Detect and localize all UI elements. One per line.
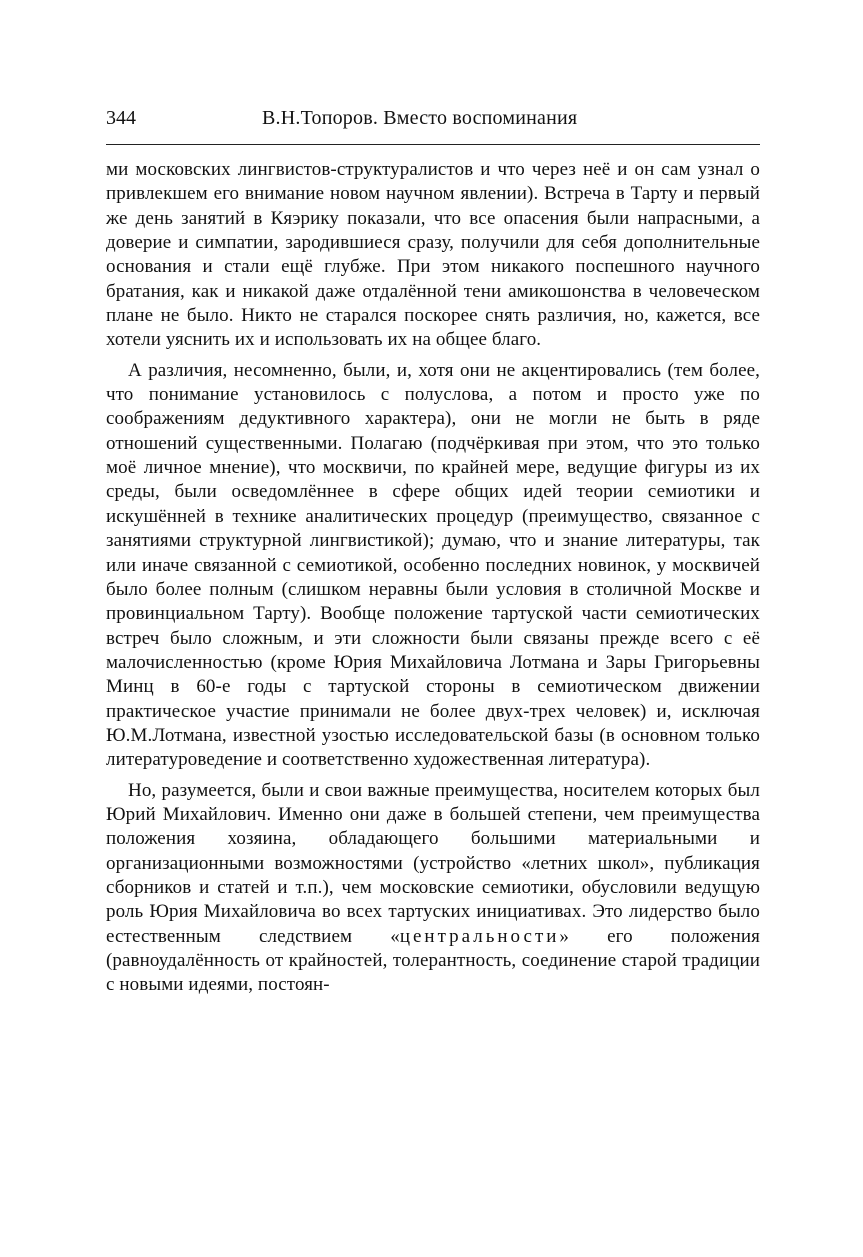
header-rule — [106, 144, 760, 145]
body-text — [106, 158, 760, 998]
document-page — [106, 100, 760, 996]
running-head — [106, 100, 760, 136]
paragraph-1: ми московских лингвистов-структуралистов и что через неё и он сам узнал о привлекшем его внимание новом научном явлении). Встреча в Тарту и первый же день занятий в Кяэрику показали, что все опасения были напрасными, а доверие и симпатии, зародившиеся сразу, получили для себя дополнительные основания и стали ещё глубже. При этом никакого поспешного научного братания, как и никакой даже отдалённой тени амикошонства в человеческом плане не было. Никто не старался поскорее снять различия, но, кажется, все хотели уяснить их и использовать их на общее благо. — [106, 159, 760, 351]
running-title: В.Н.Топоров. Вместо воспоминания — [262, 107, 578, 129]
paragraph-3 — [106, 779, 760, 998]
paragraph-3-text: Но, разумеется, были и свои важные преимущества, носителем которых был Юрий Михайлович. Именно они даже в большей степени, чем преимущества положения хозяина, обладающего большими материальными и организационными возможностями (устройство «летних школ», публикация сборников и статей и т.п.), чем московские семиотики, обусловили ведущую роль Юрия Михайловича во всех тартуских инициативах. Это лидерство было естественным следствием « — [106, 779, 760, 947]
page-number: 344 — [106, 107, 136, 129]
paragraph-3-tail: » его положения (равноудалённость от крайностей, толерантность, соединение старой традиции с новыми идеями, постоян- — [106, 925, 760, 996]
paragraph-2: А различия, несомненно, были, и, хотя они не акцентировались (тем более, что понимание установилось с полуслова, а потом и просто уже по соображениям дедуктивного характера), они не могли не быть в ряде отношений существенными. Полагаю (подчёркивая при этом, что это только моё личное мнение), что москвичи, по крайней мере, ведущие фигуры из их среды, были осведомлённее в сфере общих идей теории семиотики и искушённей в технике аналитических процедур (преимущество, связанное с занятиями структурной лингвистикой); думаю, что и знание литературы, так или иначе связанной с семиотикой, особенно последних новинок, у москвичей было более полным (слишком неравны были условия в столичной Москве и провинциальном Тарту). Вообще положение тартуской части семиотических встреч было сложным, и эти сложности были связаны прежде всего с её малочисленностью (кроме Юрия Михайловича Лотмана и Зары Григорьевны Минц в 60-е годы с тартуской стороны в семиотическом движении практическое участие принимали не более двух-трех человек) и, исключая Ю.М.Лотмана, известной узостью исследовательской базы (в основном только литературоведение и соответственно художественная литература). — [106, 359, 760, 771]
spaced-emphasis: центральности — [399, 925, 560, 947]
